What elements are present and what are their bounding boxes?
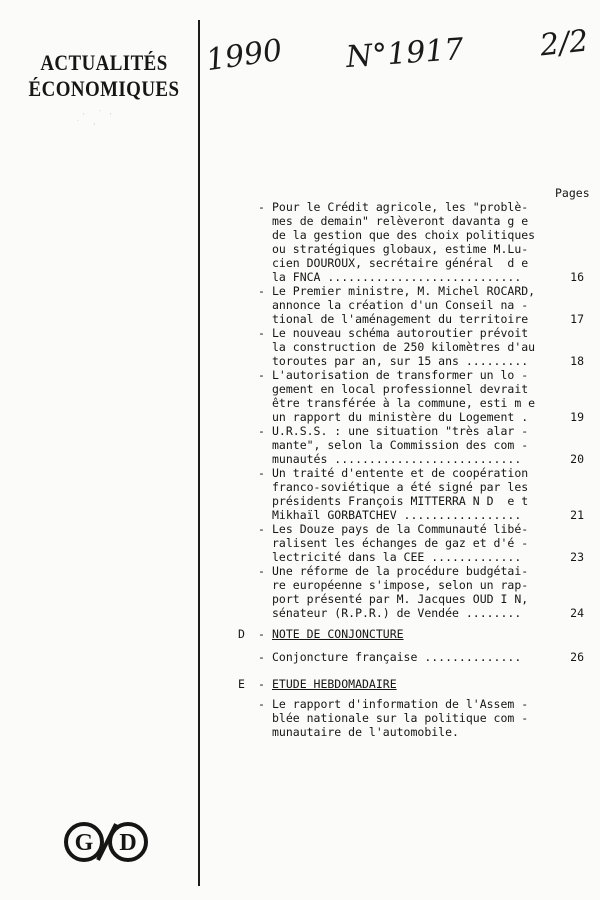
section-letter: E: [238, 677, 245, 691]
list-item: - Les Douze pays de la Communauté libé- ralisent les échanges de gaz et d'é - lectricité dans la CEE ............. 23: [258, 522, 584, 564]
section-e: [232, 677, 600, 691]
entry-page-number: 21: [570, 508, 584, 522]
list-item: - Un traité d'entente et de coopération franco-soviétique a été signé par les présidents François MITTERRA N D e t Mikhaïl GORBATCHEV ................. 21: [258, 466, 584, 522]
scan-noise: · ˙ · ˙ ·: [75, 110, 114, 130]
logo-letter-d: D: [119, 830, 137, 856]
list-item: - Une réforme de la procédure budgétai- re européenne s'impose, selon un rap- port présenté par M. Jacques OUD I N, sénateur (R.P.R.) de Vendée ........ 24: [258, 564, 584, 620]
entries-list: [232, 200, 600, 620]
list-item: - Pour le Crédit agricole, les "problè- mes de demain" relèveront davanta g e de la gestion que des choix politiques ou stratégiques globaux, estime M.Lu- cien DOUROUX, secrétaire général d e la FNCA ............................ 16: [258, 200, 584, 284]
section-e-item: [232, 697, 600, 739]
entry-page-number: 24: [570, 606, 584, 620]
bullet-dash: -: [258, 200, 265, 214]
bullet-dash: -: [258, 677, 265, 691]
bullet-dash: -: [258, 284, 265, 298]
section-d: [232, 627, 600, 641]
list-item: - Conjoncture française .............. 26: [258, 650, 584, 664]
handwritten-page-number: 2/2: [538, 23, 590, 64]
entry-page-number: 26: [570, 650, 584, 664]
list-item: - Le nouveau schéma autoroutier prévoit la construction de 250 kilomètres d'au toroutes par an, sur 15 ans ......... 18: [258, 326, 584, 368]
list-item: - U.R.S.S. : une situation "très alar - mante", selon la Commission des com - munautés ........................... 20: [258, 424, 584, 466]
handwritten-year: 1990: [203, 32, 285, 79]
entry-page-number: 17: [570, 312, 584, 326]
bullet-dash: -: [258, 466, 265, 480]
pages-column-header: Pages: [555, 186, 590, 200]
bullet-dash: -: [258, 424, 265, 438]
masthead-title-line1: ACTUALITÉS: [40, 50, 168, 75]
bullet-dash: -: [258, 522, 265, 536]
list-item: - L'autorisation de transformer un lo - gement en local professionnel devrait être transférée à la commune, esti m e un rapport du ministère du Logement . 19: [258, 368, 584, 424]
gd-logo: [62, 820, 154, 864]
entry-page-number: 23: [570, 550, 584, 564]
section-letter: D: [238, 627, 245, 641]
list-item: - Le rapport d'information de l'Assem - blée nationale sur la politique com - munautaire de l'automobile.: [258, 697, 529, 739]
entry-page-number: 20: [570, 452, 584, 466]
entry-page-number: 16: [570, 270, 584, 284]
logo-letter-g: G: [74, 830, 94, 856]
bullet-dash: -: [258, 650, 265, 664]
list-item: - Le Premier ministre, M. Michel ROCARD, annonce la création d'un Conseil na - tional de l'aménagement du territoire 17: [258, 284, 584, 326]
bullet-dash: -: [258, 697, 265, 711]
bullet-dash: -: [258, 326, 265, 340]
bullet-dash: -: [258, 368, 265, 382]
handwritten-issue-number: N°1917: [344, 31, 465, 76]
section-d-item: [232, 650, 600, 664]
masthead-title-line2: ÉCONOMIQUES: [28, 76, 180, 101]
entry-page-number: 19: [570, 410, 584, 424]
bullet-dash: -: [258, 627, 265, 641]
bullet-dash: -: [258, 564, 265, 578]
vertical-rule: [198, 20, 200, 886]
section-heading: NOTE DE CONJONCTURE: [272, 627, 404, 641]
entry-page-number: 18: [570, 354, 584, 368]
section-heading: ETUDE HEBDOMADAIRE: [272, 677, 397, 691]
